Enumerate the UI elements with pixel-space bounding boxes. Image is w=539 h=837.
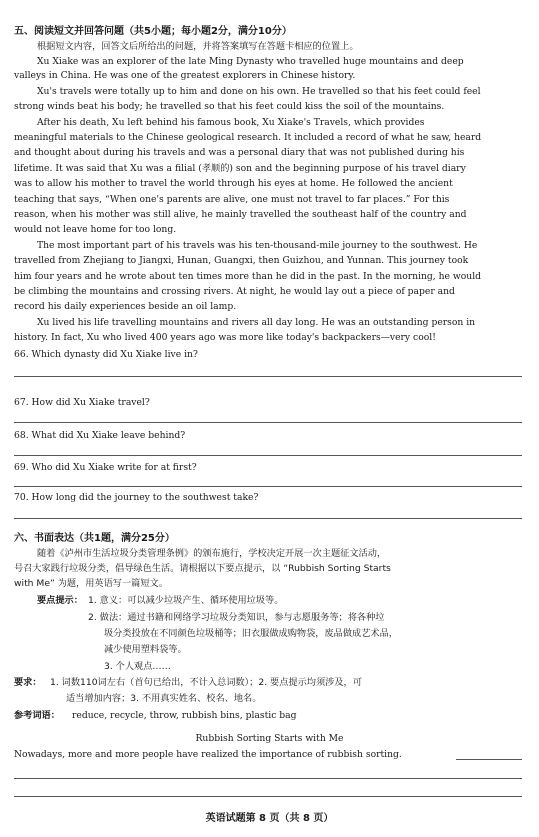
question-68: 68. What did Xu Xiake leave behind? bbox=[14, 430, 186, 441]
section5-instruction: 根据短文内容，回答文后所给出的问题，并将答案填写在答题卡相应的位置上。 bbox=[37, 41, 359, 52]
point-2-cont: 减少使用塑料袋等。 bbox=[104, 644, 187, 655]
passage-line: valleys in China. He was one of the greatest explorers in Chinese history. bbox=[14, 70, 356, 81]
answer-line-67 bbox=[14, 422, 522, 423]
essay-line bbox=[14, 778, 522, 779]
answer-line-70 bbox=[14, 518, 522, 519]
section6-heading: 六、书面表达（共1题，满分25分） bbox=[14, 533, 175, 544]
section5-heading: 五、阅读短文并回答问题（共5小题；每小题2分，满分10分） bbox=[14, 26, 292, 37]
point-2-cont: 圾分类投放在不同颜色垃圾桶等；旧衣服做成购物袋，废品做成艺术品， bbox=[104, 628, 398, 639]
essay-line bbox=[14, 796, 522, 797]
reference-words: reduce, recycle, throw, rubbish bins, plastic bag bbox=[72, 710, 297, 721]
passage-line: be climbing the mountains and crossing rivers. At night, he would lay out a piece of paper and bbox=[14, 286, 455, 297]
passage-line: reason, when his mother was still alive, he mainly travelled the southeast half of the country and bbox=[14, 209, 467, 220]
essay-first-sentence: Nowadays, more and more people have realized the importance of rubbish sorting. bbox=[14, 749, 402, 760]
points-label: 要点提示： bbox=[37, 595, 83, 606]
passage-line: travelled from Zhejiang to Jiangxi, Hunan, Guangxi, then Guizhou, and Yunnan. This journey took bbox=[14, 255, 469, 266]
essay-title: Rubbish Sorting Starts with Me bbox=[195, 733, 344, 744]
passage-line: meaningful materials to the Chinese geological research. It included a record of what he saw, heard bbox=[14, 132, 482, 143]
essay-line bbox=[456, 759, 522, 760]
passage-line: Xu lived his life travelling mountains and rivers all day long. He was an outstanding person in bbox=[37, 317, 476, 328]
passage-line: teaching that says, “When one's parents are alive, one must not travel to far places.” For this bbox=[14, 194, 450, 205]
point-3: 3. 个人观点…… bbox=[104, 661, 171, 672]
reference-label: 参考词语： bbox=[14, 710, 60, 721]
passage-line: and thought about during his travels and was a personal diary that was not published during his bbox=[14, 147, 465, 158]
passage-line: The most important part of his travels was his ten-thousand-mile journey to the southwest. He bbox=[37, 240, 478, 251]
point-2: 2. 做法：通过书籍和网络学习垃圾分类知识，参与志愿服务等；将各种垃 bbox=[88, 612, 385, 623]
answer-line-69 bbox=[14, 486, 522, 487]
page-footer: 英语试题第 8 页（共 8 页） bbox=[205, 813, 334, 824]
answer-line-66 bbox=[14, 376, 522, 377]
answer-line-68 bbox=[14, 455, 522, 456]
requirement-line: 适当增加内容；3. 不用真实姓名、校名、地名。 bbox=[66, 693, 262, 704]
section6-intro-line: with Me” 为题，用英语写一篇短文。 bbox=[14, 578, 168, 589]
passage-line: strong winds beat his body; he travelled so that his feet could kiss the soil of the mountains. bbox=[14, 101, 445, 112]
passage-line: Xu's travels were totally up to him and done on his own. He travelled so that his feet could feel bbox=[37, 86, 481, 97]
question-69: 69. Who did Xu Xiake write for at first? bbox=[14, 462, 197, 473]
passage-line: would not leave home for too long. bbox=[14, 224, 177, 235]
question-66: 66. Which dynasty did Xu Xiake live in? bbox=[14, 349, 198, 360]
passage-line: After his death, Xu left behind his famous book, Xu Xiake's Travels, which provides bbox=[37, 117, 425, 128]
passage-line: him four years and he wrote about ten times more than he did in the past. In the morning, he would bbox=[14, 271, 482, 282]
passage-line: lifetime. It was said that Xu was a filial (孝顺的) son and the beginning purpose of his travel diary bbox=[14, 163, 466, 174]
passage-line: record his daily experiences beside an oil lamp. bbox=[14, 301, 237, 312]
question-70: 70. How long did the journey to the southwest take? bbox=[14, 492, 259, 503]
section6-intro-line: 号召大家践行垃圾分类，倡导绿色生活。请根据以下要点提示，以 “Rubbish Sorting Starts bbox=[14, 563, 391, 574]
passage-line: history. In fact, Xu who lived 400 years ago was more like today's backpackers—very cool! bbox=[14, 332, 436, 343]
passage-line: was to allow his mother to travel the world through his eyes at home. He followed the ancient bbox=[14, 178, 453, 189]
requirement-line: 1. 词数110词左右（首句已给出，不计入总词数）；2. 要点提示均须涉及，可 bbox=[50, 677, 362, 688]
section6-intro-line: 随着《泸州市生活垃圾分类管理条例》的颁布施行，学校决定开展一次主题征文活动， bbox=[37, 548, 387, 559]
passage-line: Xu Xiake was an explorer of the late Ming Dynasty who travelled huge mountains and deep bbox=[37, 56, 464, 67]
question-67: 67. How did Xu Xiake travel? bbox=[14, 397, 150, 408]
requirements-label: 要求： bbox=[14, 677, 42, 688]
point-1: 1. 意义：可以减少垃圾产生、循环使用垃圾等。 bbox=[88, 595, 284, 606]
